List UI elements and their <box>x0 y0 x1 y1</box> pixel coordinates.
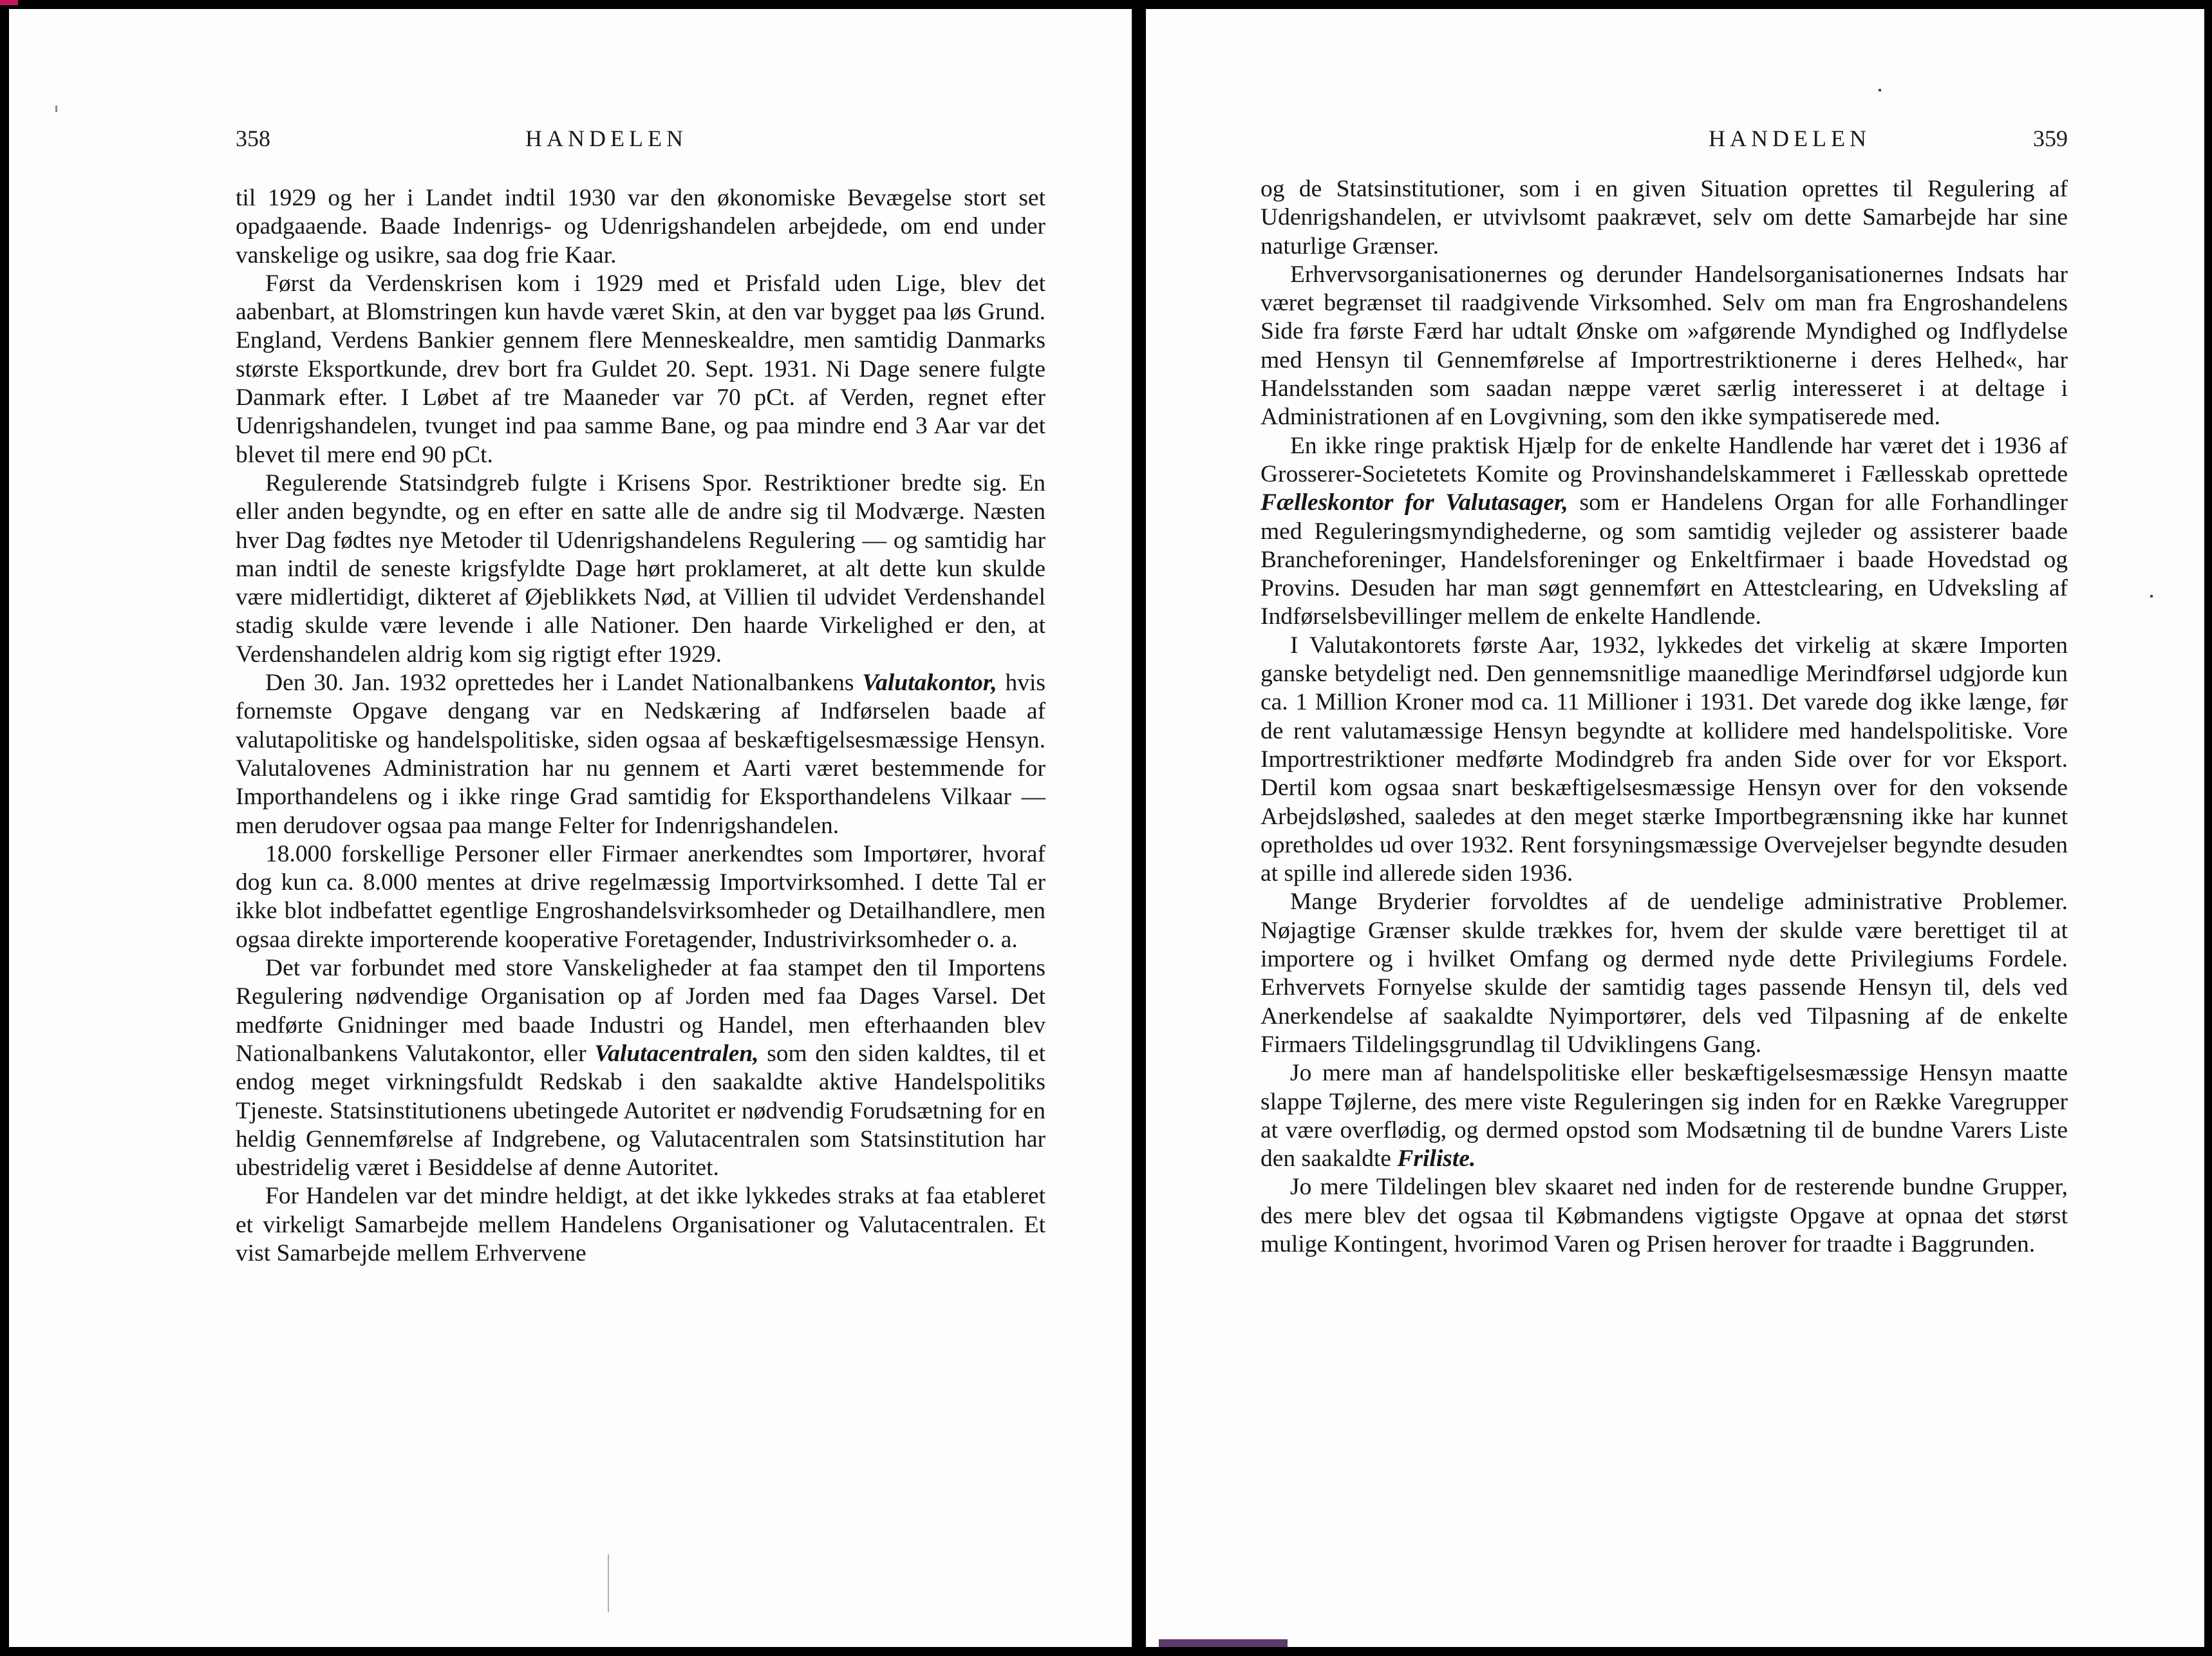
left-page <box>9 9 1132 1647</box>
paragraph-text: Jo mere Tildelingen blev skaaret ned inden for de resterende bundne Grupper, des mere blev det ogsaa til Købmandens vigtigste Opgave at opnaa det størst mulige Kontingent, hvorimod Varen og Prisen herover for traadte i Baggrunden. <box>1261 1174 2068 1257</box>
paragraph-text: til 1929 og her i Landet indtil 1930 var den økonomiske Bevægelse stort set opadgaaende. Baade Indenrigs- og Udenrigshandelen arbejdede, om end under vanskelige og usikre, saa dog frie Kaar. <box>236 185 1045 268</box>
paragraph-text: I Valutakontorets første Aar, 1932, lykkedes det virkelig at skære Importen ganske betydeligt ned. Den gennemsnitlige maanedlige Merindførsel udgjorde kun ca. 1 Million Kroner mod ca. 11 Millioner i 1931. Det varede dog ikke længe, før de rent valutamæssige Hensyn begyndte at kollidere med handelspolitiske. Vore Importrestriktioner medførte Modindgreb fra anden Side over for vor Eksport. Dertil kom ogsaa snart beskæftigelsesmæssige Hensyn over for den voksende Arbejdsløshed, saaledes at den meget stærke Importbegrænsning ikke har kunnet opretholdes ud over 1932. Rent forsyningsmæssige Overvejelser begyndte desuden at spille ind allerede siden 1936. <box>1261 632 2068 887</box>
paragraph <box>236 1182 1045 1268</box>
scan-dust-mark <box>1879 89 1881 91</box>
emphasized-term: Valutacentralen, <box>594 1040 759 1067</box>
paragraph <box>1261 888 2068 1059</box>
paragraph-text: Den 30. Jan. 1932 oprettedes her i Landet Nationalbankens <box>265 670 863 697</box>
paragraph <box>236 469 1045 669</box>
paragraph <box>236 840 1045 954</box>
left-page-number: 358 <box>236 126 270 151</box>
paragraph <box>236 954 1045 1182</box>
emphasized-term: Fælleskontor for Valutasager, <box>1261 489 1568 516</box>
paragraph <box>1261 175 2068 261</box>
right-page-body <box>1261 175 2068 1259</box>
paragraph-text: Regulerende Statsindgreb fulgte i Krisens Spor. Restriktioner bredte sig. En eller anden begyndte, og en efter en satte alle de andre sig til Modværge. Næsten hver Dag fødtes nye Metoder til Udenrigshandelens Regulering — og samtidig har man indtil de seneste krigsfyldte Dage hørt proklameret, at alt dette kun skulde være midlertidigt, dikteret af Øjeblikkets Nød, at Villien til udvidet Verdenshandel stadig skulde være levende i alle Nationer. Den haarde Virkelighed er den, at Verdenshandelen aldrig kom sig rigtigt efter 1929. <box>236 469 1045 668</box>
scan-dust-mark <box>608 1554 609 1612</box>
paragraph-text: som er Handelens Organ for alle Forhandlinger med Reguleringsmyndighederne, og som samtidig vejleder og assisterer baade Brancheforeninger, Handelsforeninger og Enkeltfirmaer i baade Hovedstad og Provins. Desuden har man søgt gennemført en Attestclearing, en Udveksling af Indførselsbevillinger mellem de enkelte Handlende. <box>1261 489 2068 630</box>
right-page-number: 359 <box>2033 126 2068 151</box>
paragraph <box>1261 261 2068 432</box>
scan-dust-mark <box>55 106 57 112</box>
paragraph <box>1261 1173 2068 1259</box>
scan-dust-mark <box>2150 595 2153 597</box>
paragraph-text: For Handelen var det mindre heldigt, at det ikke lykkedes straks at faa etableret et virkeligt Samarbejde mellem Handelens Organisationer og Valutacentralen. Et vist Samarbejde mellem Erhvervene <box>236 1183 1045 1266</box>
paragraph <box>236 184 1045 270</box>
paragraph-text: som den siden kaldtes, til et endog meget virkningsfuldt Redskab i den saakaldte aktive Handelspolitiks Tjeneste. Statsinstitutionens ubetingede Autoritet er nødvendig Forudsætning for en heldig Gennemførelse af Indgrebene, og Valutacentralen som Statsinstitution har ubestridelig været i Besiddelse af denne Autoritet. <box>236 1040 1045 1181</box>
paragraph <box>1261 432 2068 632</box>
paragraph-text: hvis fornemste Opgave dengang var en Nedskæring af Indførselen baade af valutapolitiske og handelspolitiske, siden ogsaa af beskæftigelsesmæssige Hensyn. Valutalovenes Administration har nu gennem et Aarti været bestemmende for Importhandelens og i ikke ringe Grad samtidig for Eksporthandelens Vilkaar — men derudover ogsaa paa mange Felter for Indenrigshandelen. <box>236 670 1045 839</box>
scan-edge-mark <box>1159 1639 1288 1647</box>
paragraph-text: Først da Verdenskrisen kom i 1929 med et Prisfald uden Lige, blev det aabenbart, at Blomstringen kun havde været Skin, at den var bygget paa løs Grund. England, Verdens Bankier gennem flere Menneskealdre, men samtidig Danmarks største Eksportkunde, drev bort fra Guldet 20. Sept. 1931. Ni Dage senere fulgte Danmark efter. I Løbet af tre Maaneder var 70 pCt. af Verden, regnet efter Udenrigshandelen, tvunget ind paa samme Bane, og paa mindre end 3 Aar var det blevet til mere end 90 pCt. <box>236 270 1045 468</box>
right-running-title: HANDELEN <box>1709 126 1871 151</box>
paragraph-text: Mange Bryderier forvoldtes af de uendelige administrative Problemer. Nøjagtige Grænser skulde trækkes for, hvem der skulde være berettiget til at importere og i hvilket Omfang og dermed nyde dette Privilegiums Fordele. Erhvervets Fornyelse skulde der samtidig tages passende Hensyn til, dels ved Anerkendelse af saakaldte Nyimportører, dels ved Tilpasning af de enkelte Firmaers Tildelingsgrundlag til Udviklingens Gang. <box>1261 889 2068 1058</box>
paragraph-text: En ikke ringe praktisk Hjælp for de enkelte Handlende har været det i 1936 af Grosserer-Societetets Komite og Provinshandelskammeret i Fællesskab oprettede <box>1261 432 2068 487</box>
paragraph-text: og de Statsinstitutioner, som i en given Situation oprettes til Regulering af Udenrigshandelen, er utvivlsomt paakrævet, selv om dette Samarbejde har sine naturlige Grænser. <box>1261 176 2068 259</box>
left-running-title: HANDELEN <box>525 126 688 151</box>
left-page-body <box>236 184 1045 1268</box>
paragraph-text: Det var forbundet med store Vanskeligheder at faa stampet den til Importens Regulering nødvendige Organisation op af Jorden med faa Dages Varsel. Det medførte Gnidninger med baade Industri og Handel, men efterhaanden blev Nationalbankens Valutakontor, eller <box>236 955 1045 1067</box>
emphasized-term: Valutakontor, <box>862 670 997 697</box>
paragraph <box>1261 1059 2068 1173</box>
paragraph <box>236 270 1045 469</box>
paragraph <box>1261 632 2068 889</box>
paragraph-text: Erhvervsorganisationernes og derunder Handelsorganisationernes Indsats har været begrænset til raadgivende Virksomhed. Selv om man fra Engroshandelens Side fra første Færd har udtalt Ønske om »afgørende Myndighed og Indflydelse med Hensyn til Gennemførelse af Importrestriktionerne i deres Helhed«, har Handelsstanden som saadan næppe været særlig interesseret i at deltage i Administrationen af en Lovgivning, som den ikke sympatiserede med. <box>1261 261 2068 431</box>
paragraph-text: Jo mere man af handelspolitiske eller beskæftigelsesmæssige Hensyn maatte slappe Tøjlerne, des mere viste Reguleringen sig inden for en Række Varegrupper at være overflødig, og dermed opstod som Modsætning til de bundne Varers Liste den saakaldte <box>1261 1060 2068 1172</box>
right-page <box>1146 9 2204 1647</box>
emphasized-term: Friliste. <box>1397 1145 1476 1172</box>
paragraph <box>236 669 1045 840</box>
paragraph-text: 18.000 forskellige Personer eller Firmaer anerkendtes som Importører, hvoraf dog kun ca. 8.000 mentes at drive regelmæssig Importvirksomhed. I dette Tal er ikke blot indbefattet egentlige Engroshandelsvirksomheder og Detailhandlere, men ogsaa direkte importerende kooperative Foretagender, Industrivirksomheder o. a. <box>236 840 1045 953</box>
scan-edge-mark <box>0 0 18 5</box>
